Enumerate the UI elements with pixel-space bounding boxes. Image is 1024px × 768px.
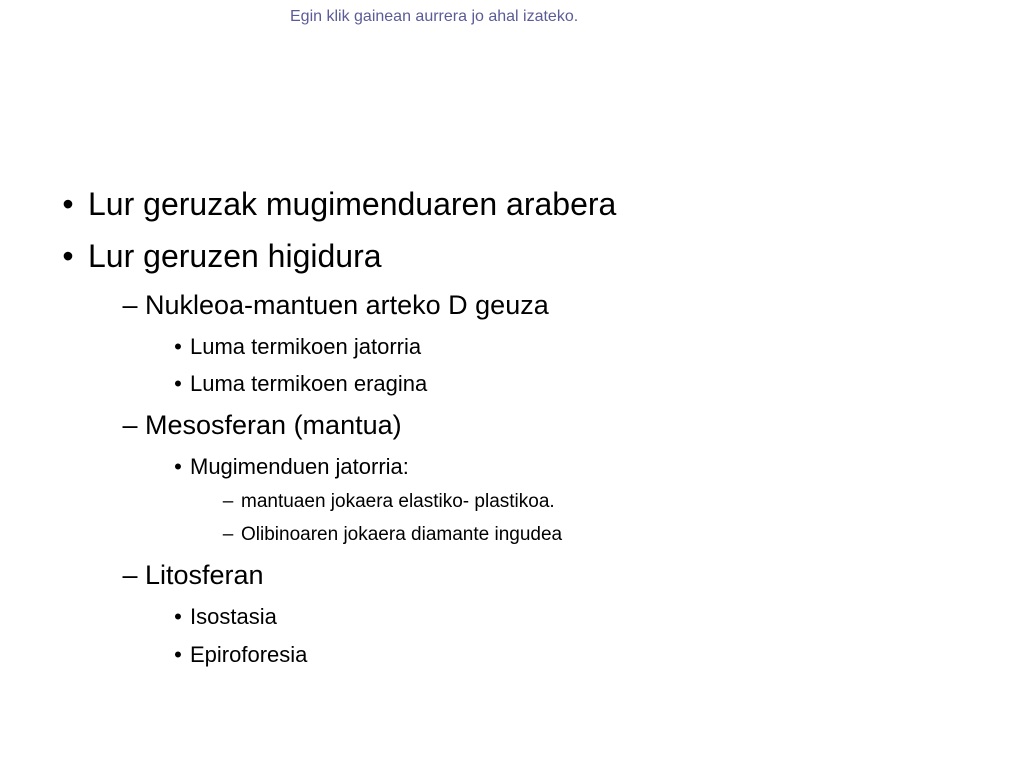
outline-item-text: Lur geruzen higidura [88,238,382,274]
bullet-marker: • [62,186,74,222]
slide-hint-text[interactable]: Egin klik gainean aurrera jo ahal izateko. [290,8,579,25]
outline-item-text: Lur geruzak mugimenduaren arabera [88,186,617,222]
outline-item-level3 [166,606,277,628]
outline-item-text: Luma termikoen jatorria [190,334,422,359]
outline-item-text: Luma termikoen eragina [190,371,428,396]
bullet-marker: • [174,371,182,396]
outline-item-text: mantuaen jokaera elastiko- plastikoa. [241,491,555,512]
outline-item-text: Epiroforesia [190,642,308,667]
bullet-marker: • [174,604,182,629]
outline-item-text: Nukleoa-mantuen arteko D geuza [145,290,549,320]
outline-item-level3 [166,336,421,358]
outline-item-text: Mugimenduen jatorria: [190,454,409,479]
outline-item-level1 [48,188,616,220]
outline-item-level2 [115,562,264,589]
outline-item-level3 [166,373,427,395]
outline-item-text: Litosferan [145,560,264,590]
outline-item-level3 [166,456,409,478]
bullet-marker: • [174,334,182,359]
bullet-marker: • [62,238,74,274]
bullet-marker: • [174,454,182,479]
dash-marker: – [122,290,138,320]
outline-item-level2 [115,412,402,439]
dash-marker: – [222,491,234,512]
bullet-marker: • [174,642,182,667]
dash-marker: – [222,524,234,545]
outline-item-text: Mesosferan (mantua) [145,410,402,440]
outline-item-level4 [215,525,562,544]
outline-item-level2 [115,292,549,319]
outline-item-text: Olibinoaren jokaera diamante ingudea [241,524,563,545]
outline-item-text: Isostasia [190,604,277,629]
dash-marker: – [122,560,138,590]
outline-item-level3 [166,644,307,666]
outline-item-level1 [48,240,382,272]
outline-item-level4 [215,492,555,511]
dash-marker: – [122,410,138,440]
